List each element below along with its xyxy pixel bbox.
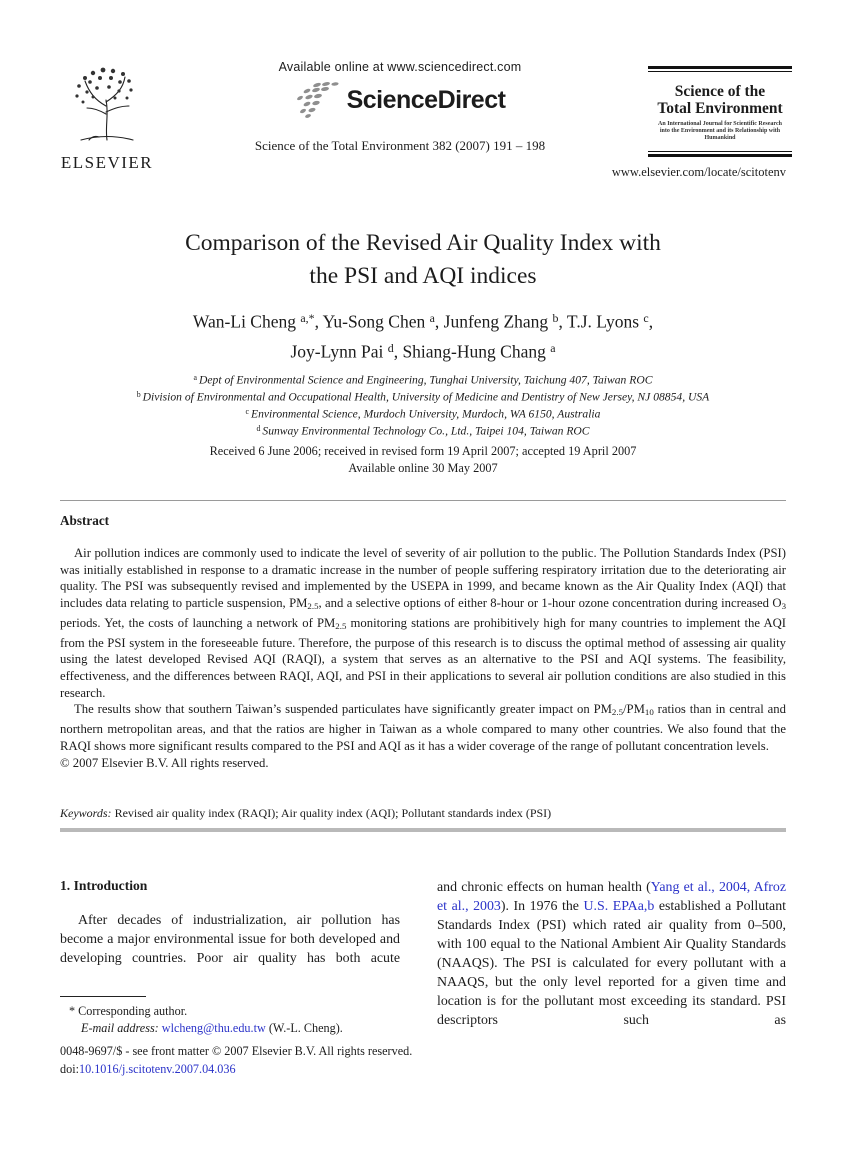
author-line-1: Wan-Li Cheng $^{a,*}$, Yu-Song Chen $^a$, Junfeng Zhang $^b$, T.J. Lyons $^c$, xyxy=(192,311,654,332)
author-list xyxy=(60,305,786,366)
journal-subtitle-line1: An International Journal for Scientific Research xyxy=(658,121,782,128)
affiliation-a: $^a$ Dept of Environmental Science and Engineering, Tunghai University, Taichung 407, Taiwan ROC xyxy=(193,373,653,387)
affiliation-b: $^b$ Division of Environmental and Occupational Health, University of Medicine and Dentistry of New Jersey, NJ 08854, USA xyxy=(136,390,710,404)
inline-link[interactable]: wlcheng@thu.edu.tw xyxy=(161,1021,266,1035)
imprint-block xyxy=(60,1042,490,1078)
text-segment: 2.5 xyxy=(335,621,347,632)
text-segment: E-mail address: xyxy=(81,1021,159,1035)
journal-masthead-box xyxy=(648,66,792,157)
paper-title-line1: Comparison of the Revised Air Quality Index with xyxy=(185,230,661,256)
sciencedirect-dots-icon xyxy=(295,81,341,119)
email-address-line: E-mail address: wlcheng@thu.edu.tw (W.-L. Cheng). xyxy=(81,1021,343,1035)
keywords-line: Keywords: Revised air quality index (RAQI); Air quality index (AQI); Pollutant standards index (PSI) xyxy=(60,806,552,820)
text-segment: b xyxy=(136,390,143,400)
paper-title-line2: the PSI and AQI indices xyxy=(309,263,537,289)
introduction-heading: 1. Introduction xyxy=(60,878,148,893)
text-segment: a xyxy=(429,311,435,325)
received-dates: Received 6 June 2006; received in revised form 19 April 2007; accepted 19 April 2007 xyxy=(209,444,637,458)
text-segment: 2.5 xyxy=(307,601,319,612)
masthead-rule-top-thin xyxy=(648,71,792,72)
paper-title xyxy=(60,227,786,293)
author-line-2: Joy-Lynn Pai $^d$, Shiang-Hung Chang $^a$ xyxy=(290,341,556,362)
text-segment: c xyxy=(643,311,649,325)
elsevier-wordmark: ELSEVIER xyxy=(60,153,154,172)
text-segment: 2.5 xyxy=(611,707,624,718)
affiliation-c: $^c$ Environmental Science, Murdoch University, Murdoch, WA 6150, Australia xyxy=(245,407,601,421)
text-segment: 3 xyxy=(781,601,786,612)
masthead-rule-bottom-thin xyxy=(648,151,792,152)
available-online-text: Available online at www.sciencedirect.com xyxy=(278,60,522,74)
abstract-section xyxy=(60,513,786,771)
text-segment: a xyxy=(550,341,556,356)
introduction-paragraph-right: and chronic effects on human health (Yang et al., 2004, Afroz et al., 2003). In 1976 the U.S. EPAa,b established a Pollutant Standards Index (PSI) which rated air quality from 0–500, with 100 equal to the National Ambient Air Quality Standards (NAAQS). The PSI is calculated for every pollutant with a NAAQS, but the only level reported for a given time and location is for the pollutant most exceeding its standard. PSI descriptors such as xyxy=(437,880,787,1028)
copyright-line: © 2007 Elsevier B.V. All rights reserved. xyxy=(60,755,269,770)
affiliation-d: $^d$ Sunway Environmental Technology Co., Ltd., Taipei 104, Taiwan ROC xyxy=(256,424,590,438)
abstract-heading: Abstract xyxy=(60,513,110,528)
journal-name-line1: Science of the xyxy=(674,83,766,101)
text-segment: Keywords: xyxy=(60,806,112,820)
introduction-paragraph-left: After decades of industrialization, air pollution has become a major environmental issue for both developed and developing countries. Poor air quality has both acute xyxy=(60,913,400,966)
masthead-rule-top-thick xyxy=(648,66,792,69)
text-segment: d xyxy=(387,341,394,356)
article-history xyxy=(60,443,786,477)
journal-homepage-url[interactable]: www.elsevier.com/locate/scitotenv xyxy=(611,165,786,179)
text-segment: b xyxy=(552,311,559,325)
sciencedirect-wordmark: ScienceDirect xyxy=(346,85,506,114)
abstract-paragraph-1: Air pollution indices are commonly used to indicate the level of severity of air pollution to the public. The Pollution Standards Index (PSI) was initially established in response to a dramatic increase in the number of people suffering respiratory irritation due to the deteriorating air quality. The PSI was subsequently revised and implemented by the USEPA in 1999, and became known as the Air Quality Index (AQI) that includes data relating to particle suspension, $PM_{2.5}$, and a selective options of either 8-hour or 1-hour ozone concentration during increased $O_3$ periods. Yet, the costs of launching a network of $PM_{2.5}$ monitoring stations are prohibitively high for many countries to implement the AQI from the PSI system in the foreseeable future. Therefore, the purpose of this research is to discuss the optimal method of assessing air quality using the latest developed Revised AQI (RAQI), a system that serves as an alternative to the PSI and AQI systems. The feasibility, effectiveness, and the differences between RAQI, AQI, and PSI in their applications to several air pollution conditions are also studied in this research. xyxy=(60,546,787,700)
text-segment: a,* xyxy=(300,311,315,325)
masthead-rule-bottom-thick xyxy=(648,154,792,157)
elsevier-logo xyxy=(52,64,162,173)
footnote-rule xyxy=(60,996,146,997)
journal-name-line2: Total Environment xyxy=(657,100,783,118)
text-segment: a xyxy=(193,373,200,382)
affiliations xyxy=(40,371,806,440)
corresponding-author-note: * Corresponding author. xyxy=(69,1004,188,1018)
issn-front-matter-line: 0048-9697/$ - see front matter © 2007 Elsevier B.V. All rights reserved. xyxy=(60,1044,413,1058)
available-online-date: Available online 30 May 2007 xyxy=(348,461,498,475)
journal-citation: Science of the Total Environment 382 (2007) 191 – 198 xyxy=(254,138,546,153)
doi-line: doi:10.1016/j.scitotenv.2007.04.036 xyxy=(60,1062,236,1076)
inline-link[interactable]: U.S. EPAa,b xyxy=(583,899,655,914)
journal-subtitle-line2: into the Environment and its Relationship with Humankind xyxy=(659,128,781,142)
corresponding-author-footnote xyxy=(60,996,405,1037)
text-segment: d xyxy=(256,424,263,434)
text-segment: c xyxy=(245,407,252,417)
inline-link[interactable]: 10.1016/j.scitotenv.2007.04.036 xyxy=(78,1062,236,1076)
abstract-paragraph-2: The results show that southern Taiwan’s suspended particulates have significantly greater impact on $PM_{2.5}/PM_{10}$ ratios than in central and northern metropolitan areas, and that the ratios are higher in Taiwan as a whole compared to many other countries. We also found that the RAQI shows more significant results compared to the PSI and AQI as it has a wider coverage of the range of pollutant concentration levels. xyxy=(60,702,786,753)
right-column xyxy=(437,878,786,1030)
sciencedirect-logo xyxy=(295,81,506,119)
section-divider-rule xyxy=(60,828,786,832)
abstract-top-rule xyxy=(60,500,786,501)
inline-link[interactable]: Yang et al., 2004, Afroz et al., 2003 xyxy=(437,880,786,914)
elsevier-tree-icon xyxy=(63,64,151,146)
text-segment: 10 xyxy=(644,707,654,718)
